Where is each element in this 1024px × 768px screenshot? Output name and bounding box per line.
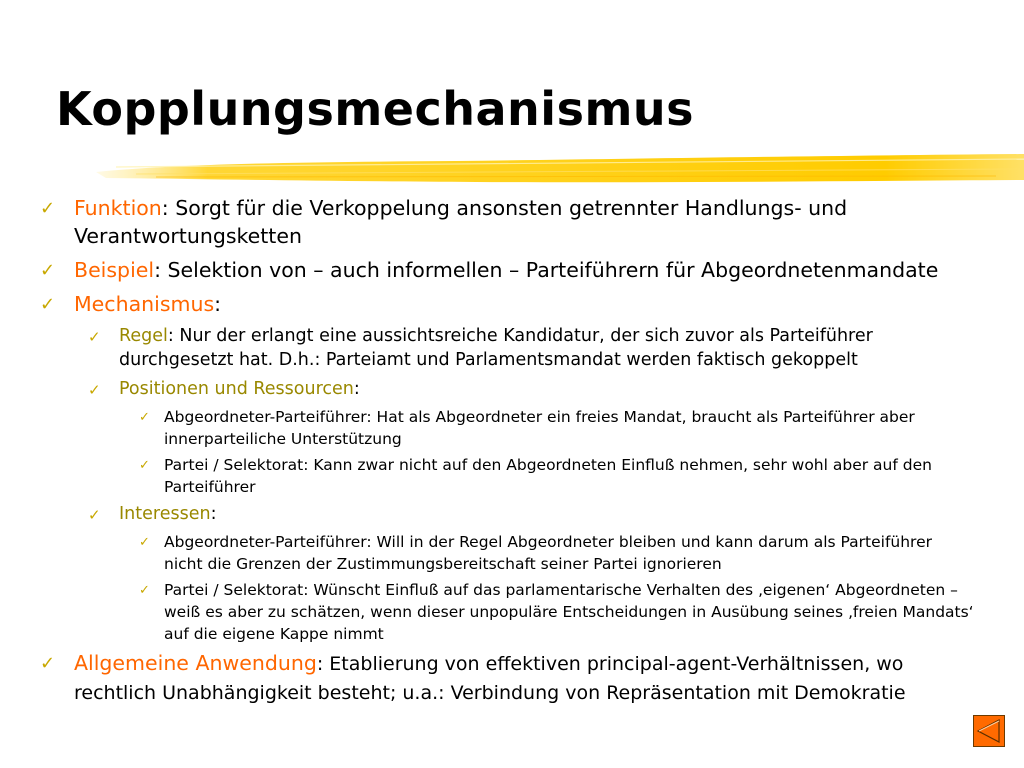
sub-sub-bullet (40, 579, 975, 645)
check-icon: ✓ (139, 535, 150, 550)
sub-bullet-interessen (40, 502, 975, 526)
sub-bullet-text: : (353, 379, 360, 399)
sub-sub-bullet-text: Abgeordneter-Parteiführer: Will in der Regel Abgeordneter bleiben und kann darum als Parteiführer nicht die Grenzen der Zustimmungsbereitschaft seiner Partei ignorieren (164, 533, 932, 573)
check-icon: ✓ (40, 198, 56, 219)
sub-bullet-keyword: Regel (119, 326, 168, 346)
check-icon: ✓ (40, 294, 56, 315)
bullet-text: : Sorgt für die Verkoppelung ansonsten getrennter Handlungs- und Verantwortungsketten (74, 196, 848, 248)
bullet-text: : Selektion von – auch informellen – Parteiführern für Abgeordnetenmandate (154, 258, 939, 282)
sub-sub-bullet (40, 454, 975, 498)
check-icon: ✓ (88, 328, 101, 346)
bullet-funktion (40, 194, 975, 250)
sub-bullet-keyword: Interessen (119, 504, 211, 524)
back-arrow-icon (974, 716, 1004, 746)
bullet-keyword: Allgemeine Anwendung (74, 651, 317, 675)
bullet-text: : (214, 292, 222, 316)
check-icon: ✓ (139, 458, 150, 473)
bullet-allgemeine-anwendung (40, 649, 975, 707)
sub-bullet-text: : Nur der erlangt eine aussichtsreiche Kandidatur, der sich zuvor als Parteiführer durchgesetzt hat. D.h.: Parteiamt und Parlamentsmandat werden faktisch gekoppelt (119, 326, 873, 370)
sub-sub-bullet (40, 531, 975, 575)
back-nav-button[interactable] (973, 715, 1005, 747)
sub-sub-bullet-text: Abgeordneter-Parteiführer: Hat als Abgeordneter ein freies Mandat, braucht als Parteiführer aber innerparteiliche Unterstützung (164, 408, 915, 448)
check-icon: ✓ (88, 381, 101, 399)
bullet-keyword: Beispiel (74, 258, 155, 282)
bullet-keyword: Funktion (74, 196, 162, 220)
sub-bullet-keyword: Positionen und Ressourcen (119, 379, 354, 399)
sub-bullet-text: : (210, 504, 217, 524)
check-icon: ✓ (139, 410, 150, 425)
sub-bullet-positionen (40, 377, 975, 401)
bullet-text: : Etablierung von effektiven principal-agent-Verhältnissen, wo rechtlich Unabhängigkeit besteht; u.a.: Verbindung von Repräsentation mit Demokratie (74, 653, 906, 704)
check-icon: ✓ (40, 260, 56, 281)
title-underline-brush (96, 150, 1024, 190)
bullet-keyword: Mechanismus (74, 292, 215, 316)
check-icon: ✓ (139, 583, 150, 598)
sub-sub-bullet-text: Partei / Selektorat: Wünscht Einfluß auf das parlamentarische Verhalten des ‚eigenen‘ Abgeordneten – weiß es aber zu schätzen, wenn dieser unpopuläre Entscheidungen in Ausübung seines ‚freien Mandats‘ auf die eigene Kappe nimmt (164, 581, 974, 643)
sub-sub-bullet (40, 406, 975, 450)
sub-bullet-regel (40, 324, 975, 372)
check-icon: ✓ (40, 653, 56, 674)
sub-sub-bullet-text: Partei / Selektorat: Kann zwar nicht auf den Abgeordneten Einfluß nehmen, sehr wohl aber auf den Parteiführer (164, 456, 932, 496)
check-icon: ✓ (88, 506, 101, 524)
bullet-mechanismus (40, 290, 975, 318)
slide-title: Kopplungsmechanismus (56, 82, 695, 136)
slide-content (40, 194, 975, 713)
bullet-beispiel (40, 256, 975, 284)
